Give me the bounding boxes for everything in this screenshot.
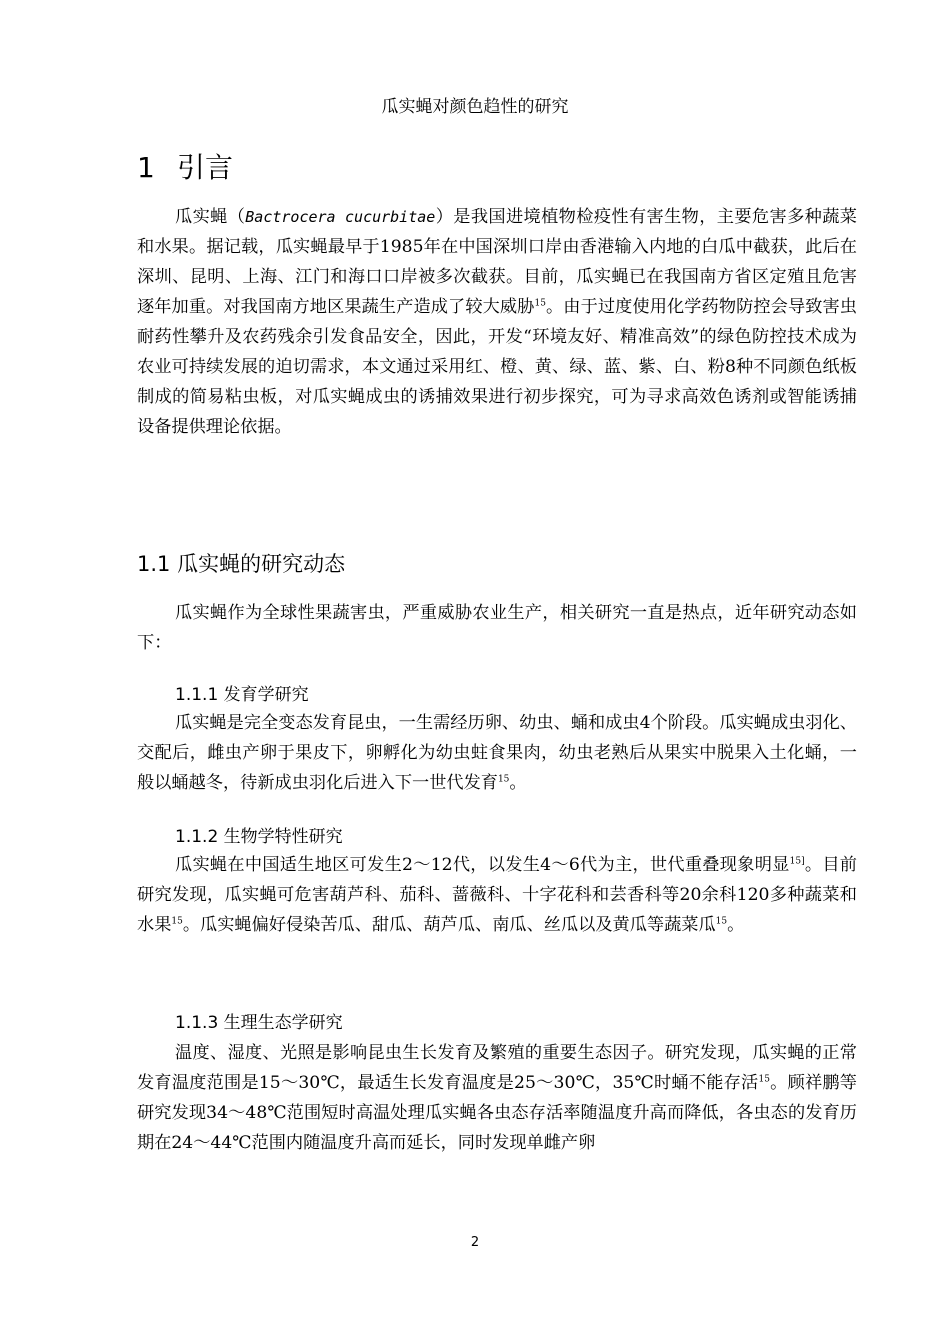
- citation: 15: [715, 916, 728, 927]
- development-paragraph: 瓜实蝇是完全变态发育昆虫，一生需经历卵、幼虫、蛹和成虫4个阶段。瓜实蝇成虫羽化、交配后，雌虫产卵于果皮下，卵孵化为幼虫蛀食果肉，幼虫老熟后从果实中脱果入土化蛹，一般以蛹越冬，待新成虫羽化后进入下一世代发育$^{15}$。: [137, 713, 857, 793]
- page-number: 2: [470, 1235, 480, 1250]
- section-title: 引言: [177, 151, 234, 184]
- subsection-heading-1-1-2: 1.1.2 生物学特性研究: [175, 827, 343, 847]
- running-header: 瓜实蝇对颜色趋性的研究: [381, 97, 569, 117]
- latin-name: Bactrocera cucurbitae: [245, 208, 436, 226]
- subsection-heading-1-1-3: 1.1.3 生理生态学研究: [175, 1013, 343, 1033]
- intro-paragraph: 瓜实蝇（Bactrocera cucurbitae）是我国进境植物检疫性有害生物，主要危害多种蔬菜和水果。据记载，瓜实蝇最早于1985年在中国深圳口岸由香港输入内地的白瓜中截获，此后在深圳、昆明、上海、江门和海口口岸被多次截获。目前，瓜实蝇已在我国南方省区定殖且危害逐年加重。对我国南方地区果蔬生产造成了较大威胁$^{15}$。由于过度使用化学药物防控会导致害虫耐药性攀升及农药残余引发食品安全，因此，开发“环境友好、精准高效”的绿色防控技术成为农业可持续发展的迫切需求，本文通过采用红、橙、黄、绿、蓝、紫、白、粉8种不同颜色纸板制成的简易粘虫板，对瓜实蝇成虫的诱捕效果进行初步探究，可为寻求高效色诱剂或智能诱捕设备提供理论依据。: [137, 207, 857, 437]
- citation: 15: [171, 916, 183, 927]
- citation: 15: [497, 774, 510, 785]
- citation: 15: [534, 298, 546, 309]
- research-dynamics-paragraph: 瓜实蝇作为全球性果蔬害虫，严重威胁农业生产，相关研究一直是热点，近年研究动态如下：: [137, 603, 857, 653]
- section-heading-1: [137, 146, 233, 186]
- citation: 15]: [789, 856, 805, 867]
- citation: 15: [758, 1074, 770, 1085]
- biology-paragraph: 瓜实蝇在中国适生地区可发生2～12代，以发生4～6代为主，世代重叠现象明显$^{15]}$。目前研究发现，瓜实蝇可危害葫芦科、茄科、蔷薇科、十字花科和芸香科等20余科120多种蔬菜和水果$^{15}$。瓜实蝇偏好侵染苦瓜、甜瓜、葫芦瓜、南瓜、丝瓜以及黄瓜等蔬菜瓜$^{15}$。: [137, 855, 857, 935]
- subsection-heading-1-1-1: 1.1.1 发育学研究: [175, 685, 309, 705]
- section-number: 1: [137, 151, 155, 184]
- subsection-heading-1-1: 1.1 瓜实蝇的研究动态: [137, 552, 346, 576]
- ecology-paragraph: 温度、湿度、光照是影响昆虫生长发育及繁殖的重要生态因子。研究发现，瓜实蝇的正常发育温度范围是15～30℃，最适生长发育温度是25～30℃，35℃时蛹不能存活$^{15}$。顾祥鹏等研究发现34～48℃范围短时高温处理瓜实蝇各虫态存活率随温度升高而降低，各虫态的发育历期在24～44℃范围内随温度升高而延长，同时发现单雌产卵: [137, 1043, 857, 1153]
